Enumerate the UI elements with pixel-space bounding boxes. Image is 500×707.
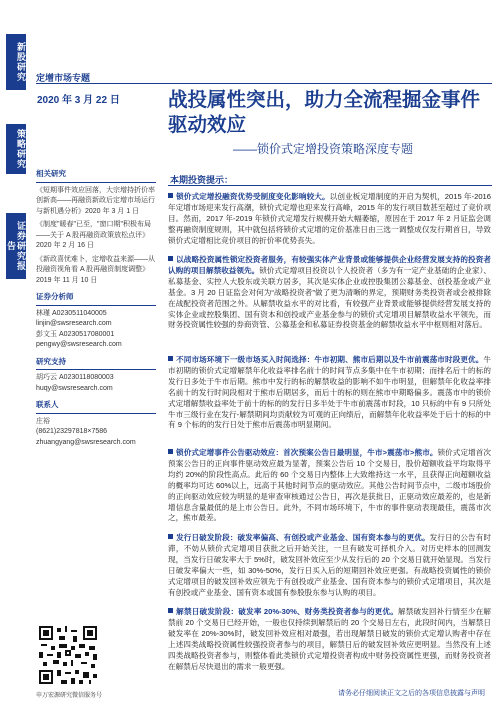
assist-line: 胡巧云 A0230118080003 bbox=[36, 374, 114, 381]
divider bbox=[36, 305, 156, 306]
bullet-icon bbox=[168, 449, 173, 454]
paragraph-body: 发行日的公告有时滞，不妨从锁价式定增项目获批之后开始关注，一旦有破发可择机介入。对历史样本的回测发现，当发行日破发率大于 5%时，破发回补效应至少从发行后的 20 个交易日就开始显现。当发行日破发率偏大一些，如 30%-50%，发行日买入后的短期回补效应更强。有战略投资属性的锁价式定增项目的破发回补效应领先于有创投或产业基金、国有资本参与的锁价式定增项目，其次是有创投或产业基金、国有资本或国有参股股东参与认购的项目。 bbox=[168, 533, 491, 597]
related-item[interactable]: 《新政喜忧难卜，定增收益来源——从投融资视角看 A 股再融资制度调整》2019 年 11 月 10 日 bbox=[36, 255, 155, 284]
summary-paragraph-3 bbox=[168, 355, 491, 431]
paragraph-lead: 发行日破发阶段：破发率偏高、有创投或产业基金、国有资本参与的更优。 bbox=[176, 533, 430, 542]
contact-heading: 联系人 bbox=[36, 400, 59, 409]
side-tag-report: 证券研究报告 bbox=[6, 213, 26, 279]
summary-heading: 本期投资提示： bbox=[170, 175, 234, 185]
paragraph-body: 牛市初期的锁价式定增解禁年化收益率排名前十的时间节点多集中在牛市初期；而排名后十的标的发行日多处于牛市后期。熊市中发行的标的解禁收益的影响不如牛市明显，但解禁年化收益率排名前十的发行时间段相对于熊市后期居多，而后十的标的则在熊市中期略偏多。震荡市中的锁价式定增解禁收益率处于前十的标的的发行日多半处于牛市前震荡市时段，10 只标的中有 9 只所处牛市三级行业在发行-解禁期间均贡献较为可观的正向绩后，而解禁年化收益率处于后十的标的中有 9 个标的的发行日处于熊市后震荡市明显期间。 bbox=[168, 355, 491, 430]
analyst-email[interactable]: linjin@swsresearch.com bbox=[36, 320, 112, 327]
qr-code-icon bbox=[37, 624, 99, 686]
bullet-icon bbox=[168, 356, 173, 361]
analyst-line: 林瑾 A0230511040005 bbox=[36, 309, 107, 317]
report-title: 战投属性突出，助力全流程掘金事件驱动效应 bbox=[168, 89, 481, 136]
assist-heading: 研究支持 bbox=[36, 356, 66, 366]
related-heading: 相关研究 bbox=[36, 169, 66, 178]
paragraph-body: 以创业板定增制度的开启为契机，2015 年-2016 年定增市场迎来发行高潮，锁价式定增也迎来发行高峰，2015 年的发行项目数甚至超过了竞价项目。然而，2017 年-2019 年锁价式定增发行规模开始大幅萎缩，原因在于 2017 年 2 月证监会调整再融资制度规则，其中就包括将锁价式定增的定价基准日由三选一调整成仅发行期首日，导致锁价式定增相比竞价项目的折价率优势丧失。 bbox=[168, 192, 491, 245]
bullet-icon bbox=[168, 256, 173, 261]
header-divider bbox=[36, 83, 492, 84]
left-column bbox=[36, 165, 156, 448]
wechat-label: 申万宏源研究微信服务号 bbox=[36, 693, 103, 699]
side-tag-strategy: 策略研究 bbox=[6, 124, 26, 174]
report-topic: 定增市场专题 bbox=[36, 73, 91, 83]
divider bbox=[36, 182, 156, 183]
report-subtitle: ——锁价式定增投资策略深度专题 bbox=[233, 142, 414, 156]
summary-divider bbox=[168, 185, 492, 186]
summary-paragraph-4 bbox=[168, 448, 491, 524]
paragraph-lead: 解禁日破发阶段：破发率 20%-30%、财务类投资者参与的更优。 bbox=[176, 607, 398, 616]
report-date: 2020 年 3 月 22 日 bbox=[37, 95, 120, 106]
disclaimer-footer: 请务必仔细阅读正文之后的各项信息披露与声明 bbox=[338, 690, 485, 697]
contact-phone: (8621)23297818×7586 bbox=[36, 428, 108, 435]
contact-email[interactable]: zhuangyang@swsresearch.com bbox=[36, 438, 136, 446]
summary-paragraph-6 bbox=[168, 607, 491, 672]
bullet-icon bbox=[168, 608, 173, 613]
summary-paragraph-1 bbox=[168, 192, 491, 247]
paragraph-body: 锁价式定增项目投资以个人投资者（多为有一定产业基础的企业家）、私募基金、实控人大股东或关联方居多，其次是实体企业或控股集团公募基金、创投基金或产业基金。3 月 20 日证监会对何为“战略投资者”做了更为清晰的界定，预期财务类投资者或会被排除在战配投资者范围之外。从解禁收益水平的对比看，有较强产业背景或能够提供经营发展支持的实体企业或控股集团、国有资本和创投或产业基金参与的锁价式定增项目解禁收益水平领先，而财务投资属性较强的券商资管、公募基金和私募证券投资基金的解禁收益水平中枢则相对落后。 bbox=[168, 265, 491, 330]
analyst-line: 彭文玉 A0230517080001 bbox=[36, 330, 115, 338]
paragraph-lead: 不同市场环境下一级市场买入时间选择：牛市初期、熊市后期以及牛市前震荡市时段更优。 bbox=[176, 355, 484, 364]
divider bbox=[36, 369, 156, 370]
analyst-heading: 证券分析师 bbox=[36, 292, 74, 301]
bullet-icon bbox=[168, 193, 173, 198]
analyst-email[interactable]: pengwy@swsresearch.com bbox=[36, 341, 122, 348]
side-tag-new-stock: 新股研究 bbox=[6, 34, 26, 90]
bullet-icon bbox=[168, 534, 173, 539]
summary-paragraph-2 bbox=[168, 255, 491, 331]
summary-paragraph-5 bbox=[168, 533, 491, 598]
paragraph-body: 解禁破发回补行情至少在解禁前 20 个交易日已经开始，一般也仅持续到解禁后的 20 个交易日左右，此段时间内，当解禁日破发率在 20%-30%时，破发回补效应相对最强，若出现解禁日破发的锁价式定增认购者中存在上述四类战略投资属性较强投资者参与的项目，解禁日后的破发回补效应更明显。当然没有上述四类战略投资者参与，则整体看此类锁价式定增投资者构成中财务投资属性更强，而财务投资者在解禁后尽快退出的需求一般更强。 bbox=[168, 607, 491, 671]
paragraph-lead: 锁价式定增事件公告驱动效应：首次预案公告日最明显，牛市>震荡市>熊市。 bbox=[176, 448, 438, 457]
divider bbox=[36, 413, 156, 414]
paragraph-lead: 锁价式定增投融资优势受制度变化影响较大。 bbox=[176, 192, 330, 201]
left-bar bbox=[0, 0, 27, 707]
contact-name: 庄裕 bbox=[36, 417, 50, 425]
paragraph-body: 锁价式定增首次预案公告日的正向事件驱动效应最为显著，预案公告后 10 个交易日，股价超额收益平均取得平均约 20%的阶段性高点。此后的 60 个交易日内整体上大致维持这一水平，且获得正向超额收益的概率均可达 60%以上，远高于其他时间节点的驱动效应。其他公告时间节点中，二级市场股价的正向驱动效应较为明显的是审查审核通过公告日，再次是获批日，正驱动效应最差的，也是新增信息含量最低的是上市公告日。此外，不同市场环境下，牛市的事件驱动表现最佳，震荡市次之，熊市最差。 bbox=[168, 448, 491, 523]
related-item[interactable]: 《制度"暖春"已至，"窗口期"积极布局——关于 A 股再融资政策放松点评》2020 年 2 月 16 日 bbox=[36, 221, 151, 249]
related-item[interactable]: 《短期事件效应回落，大宗增持折价率创新高——再融资新政后定增市场运行与新机遇分析》2020 年 3 月 1 日 bbox=[36, 186, 155, 215]
paragraph-lead: 以战略投资属性锁定投资者服务，有较强实体产业背景或能够提供企业经营发展支持的投资者认购的项目解禁收益领先。 bbox=[168, 255, 491, 275]
assist-email[interactable]: huqy@swsresearch.com bbox=[36, 384, 113, 392]
